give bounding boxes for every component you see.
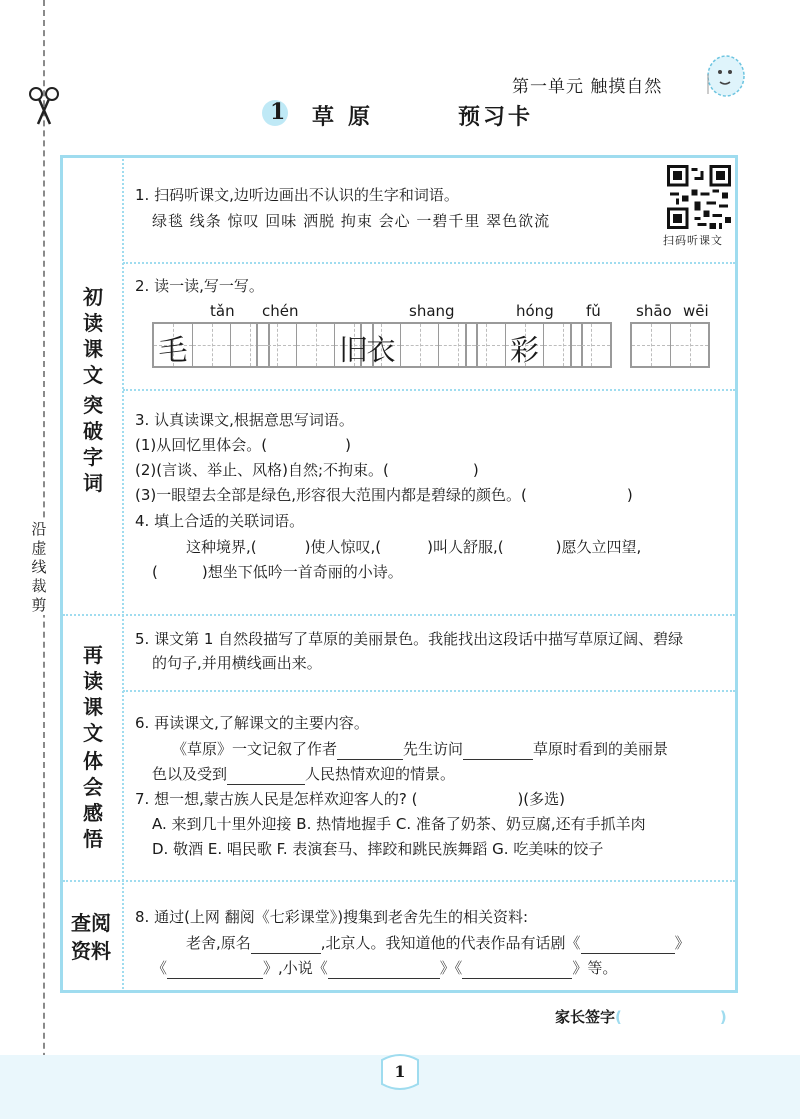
section-label-reread: 再 读 课 文	[83, 643, 103, 745]
answer-blank[interactable]	[462, 963, 572, 979]
qr-caption: 扫码听课文	[663, 234, 723, 247]
question-6-line-2: 色以及受到 人民热情欢迎的情景。	[152, 765, 456, 783]
writing-grid	[630, 322, 710, 368]
question-5-line-2: 的句子,并用横线画出来。	[152, 654, 322, 672]
question-divider	[123, 690, 735, 692]
question-4: 4. 填上合适的关联词语。	[135, 512, 305, 530]
answer-blank[interactable]	[581, 938, 675, 954]
section-label-first-read: 初 读 课 文	[83, 285, 103, 387]
answer-blank[interactable]	[463, 744, 533, 760]
answer-blank[interactable]	[251, 938, 321, 954]
section-divider	[63, 880, 735, 882]
question-3-item-1: (1)从回忆里体会。( )	[135, 436, 351, 454]
page-number: 1	[394, 1062, 406, 1081]
section-label-feel: 体 会 感 悟	[83, 749, 103, 851]
writing-grid	[570, 322, 612, 368]
scissors-icon	[28, 86, 60, 126]
section-label-words: 突 破 字 词	[83, 393, 103, 495]
answer-blank[interactable]	[328, 963, 440, 979]
question-6: 6. 再读课文,了解课文的主要内容。	[135, 714, 369, 732]
question-3-item-3: (3)一眼望去全部是绿色,形容很大范围内都是碧绿的颜色。( )	[135, 486, 633, 504]
hedgehog-icon	[700, 50, 748, 100]
writing-grid: 毛	[152, 322, 270, 368]
question-7-options-2: D. 敬酒 E. 唱民歌 F. 表演套马、摔跤和跳民族舞蹈 G. 吃美味的饺子	[152, 840, 604, 858]
question-4-line-1: 这种境界,( )使人惊叹,( )叫人舒服,( )愿久立四望,	[186, 538, 642, 556]
question-5-line-1: 5. 课文第 1 自然段描写了草原的美丽景色。我能找出这段话中描写草原辽阔、碧绿	[135, 630, 684, 648]
pinyin-wei: wēi	[683, 302, 709, 320]
pinyin-shao: shāo	[636, 302, 672, 320]
writing-grid: 衣	[360, 322, 478, 368]
question-1: 1. 扫码听课文,边听边画出不认识的生字和词语。	[135, 186, 459, 204]
writing-grid: 彩	[465, 322, 583, 368]
vocabulary-list: 绿毯 线条 惊叹 回味 洒脱 拘束 会心 一碧千里 翠色欲流	[152, 212, 551, 230]
pinyin-chen: chén	[262, 302, 299, 320]
question-7: 7. 想一想,蒙古族人民是怎样欢迎客人的? ( )(多选)	[135, 790, 565, 808]
lesson-number: 1	[270, 99, 286, 125]
unit-title: 第一单元 触摸自然	[512, 77, 663, 97]
cut-instruction: 沿 虚 线 裁 剪	[28, 520, 50, 615]
question-divider	[123, 262, 735, 264]
qr-code-icon[interactable]	[667, 165, 731, 229]
writing-grid: 旧	[256, 322, 374, 368]
section-divider	[63, 614, 735, 616]
answer-blank[interactable]	[337, 744, 403, 760]
pinyin-tan: tǎn	[210, 302, 235, 320]
question-8-line-2: 《 》,小说《 》《 》等。	[152, 959, 618, 977]
section-label-column	[60, 155, 124, 993]
question-7-options-1: A. 来到几十里外迎接 B. 热情地握手 C. 准备了奶茶、奶豆腐,还有手抓羊肉	[152, 815, 646, 833]
question-8: 8. 通过(上网 翻阅《七彩课堂》)搜集到老舍先生的相关资料:	[135, 908, 529, 926]
answer-blank[interactable]	[227, 769, 305, 785]
question-2: 2. 读一读,写一写。	[135, 277, 264, 295]
question-3: 3. 认真读课文,根据意思写词语。	[135, 411, 354, 429]
question-4-line-2: ( )想坐下低吟一首奇丽的小诗。	[152, 563, 403, 581]
parent-signature: 家长签字( )	[555, 1008, 727, 1026]
question-divider	[123, 389, 735, 391]
pinyin-hong: hóng	[516, 302, 554, 320]
question-8-line-1: 老舍,原名 ,北京人。我知道他的代表作品有话剧《 》	[186, 934, 690, 952]
pinyin-shang: shang	[409, 302, 455, 320]
lesson-title: 草原	[312, 104, 385, 130]
question-3-item-2: (2)(言谈、举止、风格)自然;不拘束。( )	[135, 461, 479, 479]
question-6-line-1: 《草原》一文记叙了作者 先生访问 草原时看到的美丽景	[172, 740, 669, 758]
section-label-research: 查阅 资料	[71, 911, 111, 963]
pinyin-fu: fǔ	[586, 302, 601, 320]
card-title: 预习卡	[458, 105, 534, 130]
answer-blank[interactable]	[167, 963, 263, 979]
